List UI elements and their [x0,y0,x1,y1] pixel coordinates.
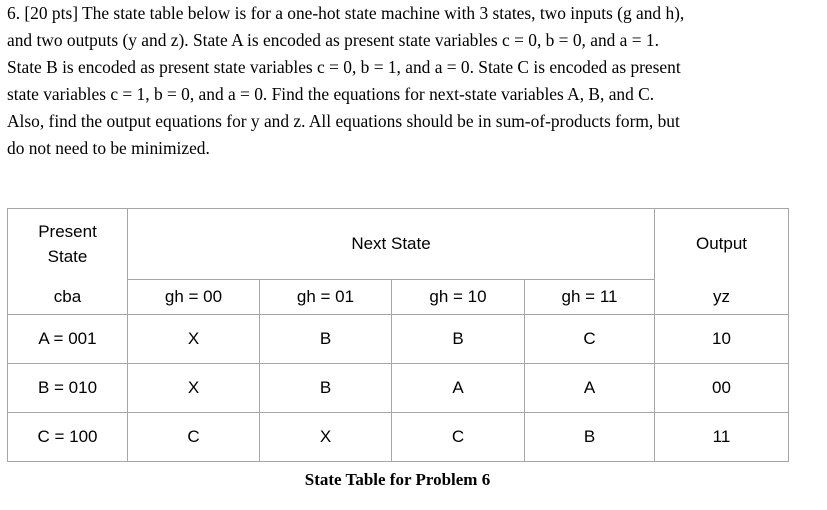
table-cell: C [392,413,525,462]
table-cell: X [128,315,260,364]
subheader-cell: gh = 11 [525,280,655,315]
table-cell: B [260,364,392,413]
table-header-row [8,209,789,280]
table-caption: State Table for Problem 6 [304,470,491,489]
state-table [7,208,789,462]
problem-line: Also, find the output equations for y and z. All equations should be in sum-of-products form, but [7,111,680,131]
problem-line: 6. [20 pts] The state table below is for a one-hot state machine with 3 states, two inputs (g and h), [7,3,685,23]
problem-statement [7,0,819,162]
table-cell: X [260,413,392,462]
subheader-cell: gh = 00 [128,280,260,315]
problem-line: do not need to be minimized. [7,138,210,158]
table-cell: 00 [655,364,789,413]
present-state-header-line1: Present [38,222,97,242]
table-cell: B [525,413,655,462]
output-header: Output [655,209,789,280]
table-cell: A [392,364,525,413]
problem-line: and two outputs (y and z). State A is encoded as present state variables c = 0, b = 0, and a = 1. [7,30,659,50]
table-cell: C = 100 [8,413,128,462]
table-cell: 10 [655,315,789,364]
subheader-cell: cba [8,280,128,315]
subheader-cell: gh = 01 [260,280,392,315]
table-cell: B [392,315,525,364]
table-cell: 11 [655,413,789,462]
table-row [8,364,789,413]
table-cell: C [128,413,260,462]
problem-line: State B is encoded as present state variables c = 0, b = 1, and a = 0. State C is encoded as present [7,57,681,77]
table-row [8,315,789,364]
table-cell: B [260,315,392,364]
present-state-header-line2: State [47,247,88,267]
table-cell: B = 010 [8,364,128,413]
next-state-header: Next State [128,209,655,280]
problem-line: state variables c = 1, b = 0, and a = 0. Find the equations for next-state variables A, B, and C. [7,84,655,104]
table-cell: A = 001 [8,315,128,364]
table-row [8,413,789,462]
table-cell: X [128,364,260,413]
subheader-cell: gh = 10 [392,280,525,315]
table-cell: C [525,315,655,364]
table-cell: A [525,364,655,413]
present-state-header [8,209,128,280]
subheader-cell: yz [655,280,789,315]
table-subheader-row [8,280,789,315]
